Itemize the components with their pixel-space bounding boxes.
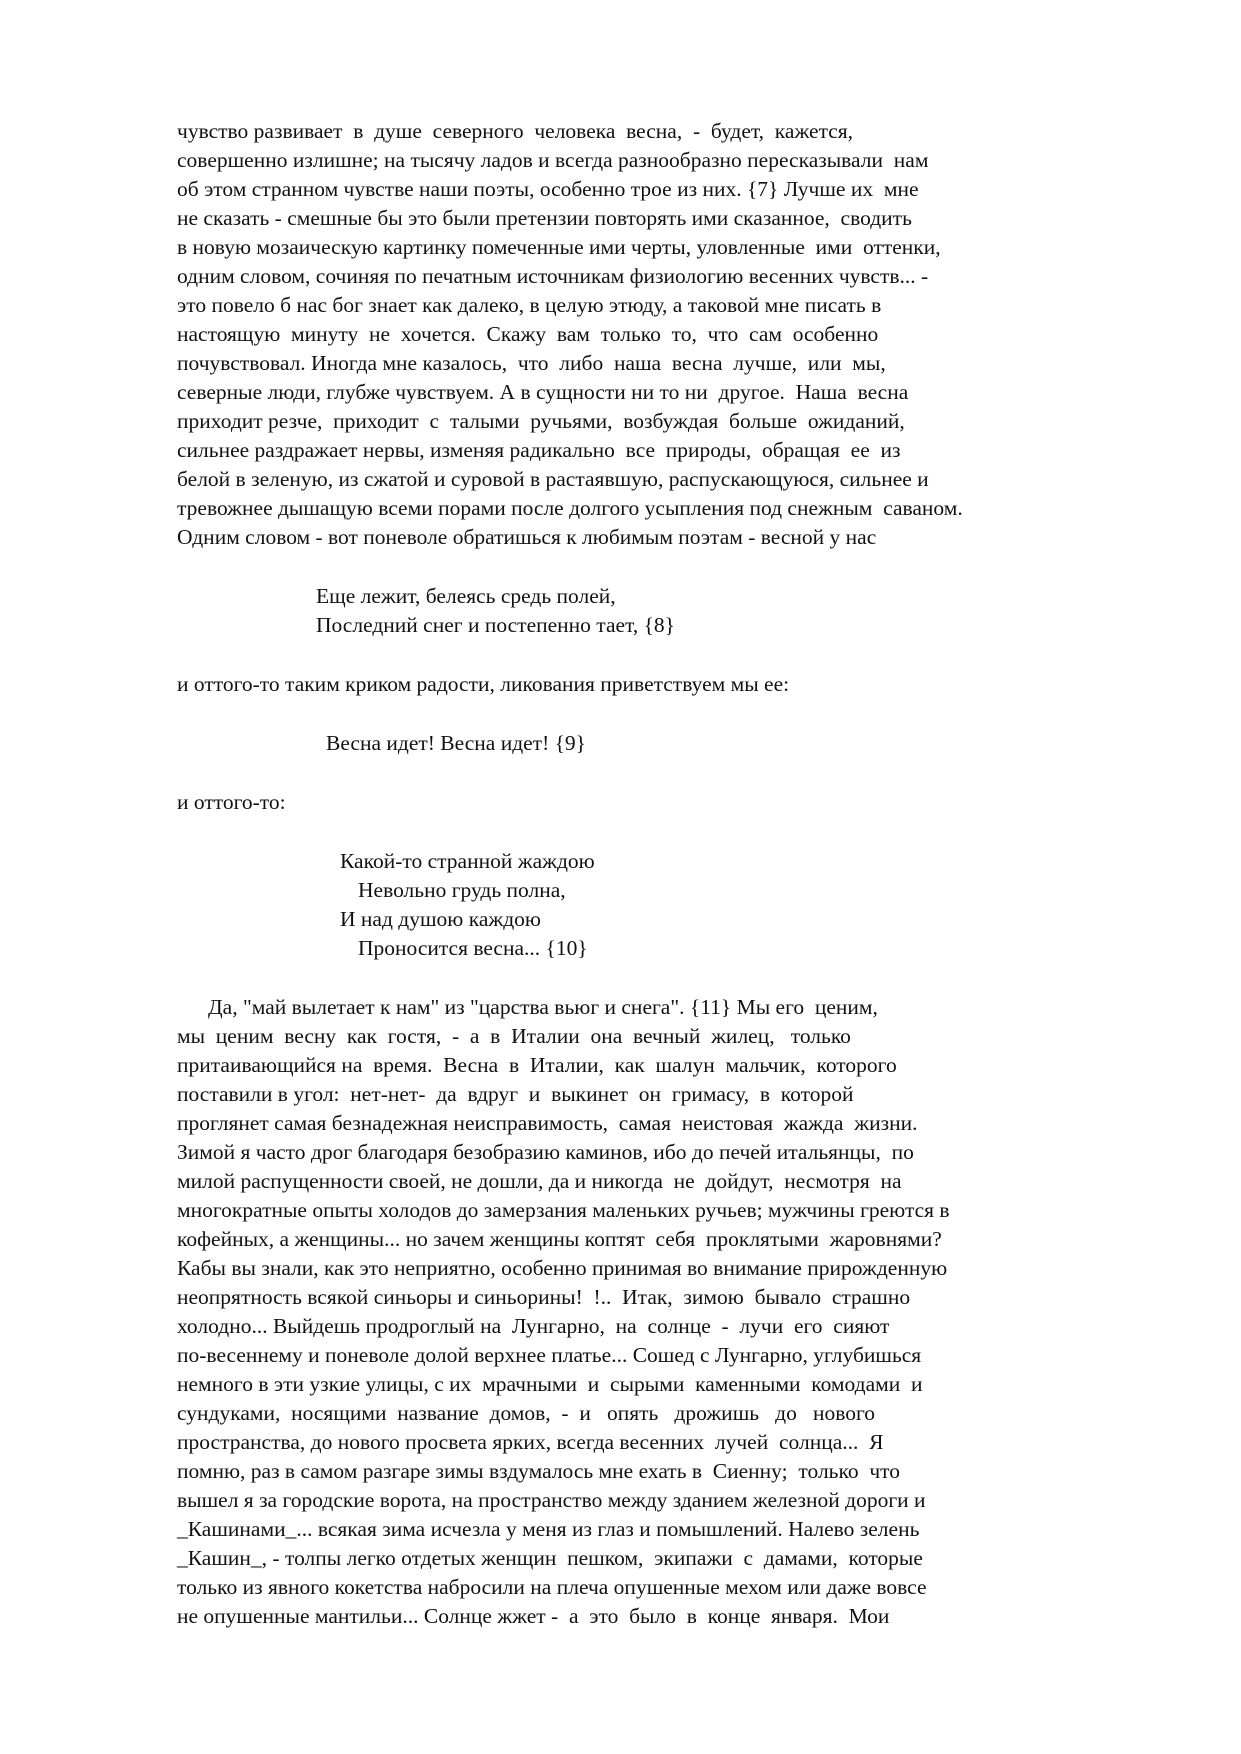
paragraph-2-line: Зимой я часто дрог благодаря безобразию каминов, ибо до печей итальянцы, по bbox=[177, 1140, 914, 1164]
paragraph-1-line: одним словом, сочиняя по печатным источникам физиологию весенних чувств... - bbox=[177, 264, 929, 288]
paragraph-1-line: совершенно излишне; на тысячу ладов и всегда разнообразно пересказывали нам bbox=[177, 148, 929, 172]
paragraph-2-first-line: Да, "май вылетает к нам" из "царства вьюг и снега". {11} Мы его ценим, bbox=[208, 995, 878, 1019]
paragraph-2-line: по-весеннему и поневоле долой верхнее платье... Сошед с Лунгарно, углубишься bbox=[177, 1343, 922, 1367]
paragraph-2-line: помню, раз в самом разгаре зимы вздумалось мне ехать в Сиенну; только что bbox=[177, 1459, 901, 1483]
paragraph-2-line: кофейных, а женщины... но зачем женщины коптят себя проклятыми жаровнями? bbox=[177, 1227, 942, 1251]
paragraph-2-line: неопрятность всякой синьоры и синьорины! !.. Итак, зимою бывало страшно bbox=[177, 1285, 911, 1309]
verse-3-line: Проносится весна... {10} bbox=[358, 936, 588, 960]
paragraph-1-line: тревожнее дышащую всеми порами после долгого усыпления под снежным саваном. bbox=[177, 496, 963, 520]
verse-2-line: Весна идет! Весна идет! {9} bbox=[326, 731, 586, 755]
paragraph-2-line: сундуками, носящими название домов, - и опять дрожишь до нового bbox=[177, 1401, 876, 1425]
paragraph-1-line: Одним словом - вот поневоле обратишься к любимым поэтам - весной у нас bbox=[177, 525, 877, 549]
paragraph-1-line: об этом странном чувстве наши поэты, особенно трое из них. {7} Лучше их мне bbox=[177, 177, 919, 201]
verse-1-line: Последний снег и постепенно тает, {8} bbox=[316, 613, 675, 637]
paragraph-2-line: мы ценим весну как гостя, - а в Италии она вечный жилец, только bbox=[177, 1024, 851, 1048]
paragraph-2-line: только из явного кокетства набросили на плеча опушенные мехом или даже вовсе bbox=[177, 1575, 927, 1599]
paragraph-1-line: северные люди, глубже чувствуем. А в сущности ни то ни другое. Наша весна bbox=[177, 380, 909, 404]
paragraph-2-line: немного в эти узкие улицы, с их мрачными и сырыми каменными комодами и bbox=[177, 1372, 923, 1396]
paragraph-1-line: чувство развивает в душе северного человека весна, - будет, кажется, bbox=[177, 119, 854, 143]
verse-3-line: И над душою каждою bbox=[340, 907, 541, 931]
paragraph-2-line: _Кашин_, - толпы легко отдетых женщин пешком, экипажи с дамами, которые bbox=[177, 1546, 923, 1570]
paragraph-2-line: пространства, до нового просвета ярких, всегда весенних лучей солнца... Я bbox=[177, 1430, 884, 1454]
paragraph-1-line: это повело б нас бог знает как далеко, в целую этюду, а таковой мне писать в bbox=[177, 293, 882, 317]
paragraph-1-line: не сказать - смешные бы это были претензии повторять ими сказанное, сводить bbox=[177, 206, 912, 230]
paragraph-1-line: в новую мозаическую картинку помеченные ими черты, уловленные ими оттенки, bbox=[177, 235, 941, 259]
paragraph-2-line: поставили в угол: нет-нет- да вдруг и выкинет он гримасу, в которой bbox=[177, 1082, 854, 1106]
paragraph-2-line: Кабы вы знали, как это неприятно, особенно принимая во внимание прирожденную bbox=[177, 1256, 948, 1280]
paragraph-2-line: не опушенные мантильи... Солнце жжет - а это было в конце января. Мои bbox=[177, 1604, 890, 1628]
verse-3-line: Какой-то странной жаждою bbox=[340, 849, 595, 873]
paragraph-1-line: сильнее раздражает нервы, изменяя радикально все природы, обращая ее из bbox=[177, 438, 901, 462]
paragraph-2-line: проглянет самая безнадежная неисправимость, самая неистовая жажда жизни. bbox=[177, 1111, 918, 1135]
paragraph-1-line: почувствовал. Иногда мне казалось, что либо наша весна лучше, или мы, bbox=[177, 351, 886, 375]
paragraph-1-line: приходит резче, приходит с талыми ручьями, возбуждая больше ожиданий, bbox=[177, 409, 905, 433]
verse-1-line: Еще лежит, белеясь средь полей, bbox=[316, 584, 616, 608]
paragraph-2-line: притаивающийся на время. Весна в Италии, как шалун мальчик, которого bbox=[177, 1053, 897, 1077]
paragraph-1-line: белой в зеленую, из сжатой и суровой в растаявшую, распускающуюся, сильнее и bbox=[177, 467, 929, 491]
line-after-verse-2: и оттого-то: bbox=[177, 790, 286, 814]
paragraph-1-line: настоящую минуту не хочется. Скажу вам только то, что сам особенно bbox=[177, 322, 879, 346]
paragraph-2-line: холодно... Выйдешь продроглый на Лунгарно, на солнце - лучи его сияют bbox=[177, 1314, 890, 1338]
paragraph-2-line: _Кашинами_... всякая зима исчезла у меня из глаз и помышлений. Налево зелень bbox=[177, 1517, 920, 1541]
paragraph-2-line: вышел я за городские ворота, на пространство между зданием железной дороги и bbox=[177, 1488, 926, 1512]
paragraph-2-line: милой распущенности своей, не дошли, да и никогда не дойдут, несмотря на bbox=[177, 1169, 902, 1193]
line-after-verse-1: и оттого-то таким криком радости, ликования приветствуем мы ее: bbox=[177, 672, 790, 696]
verse-3-line: Невольно грудь полна, bbox=[358, 878, 566, 902]
paragraph-2-line: многократные опыты холодов до замерзания маленьких ручьев; мужчины греются в bbox=[177, 1198, 950, 1222]
